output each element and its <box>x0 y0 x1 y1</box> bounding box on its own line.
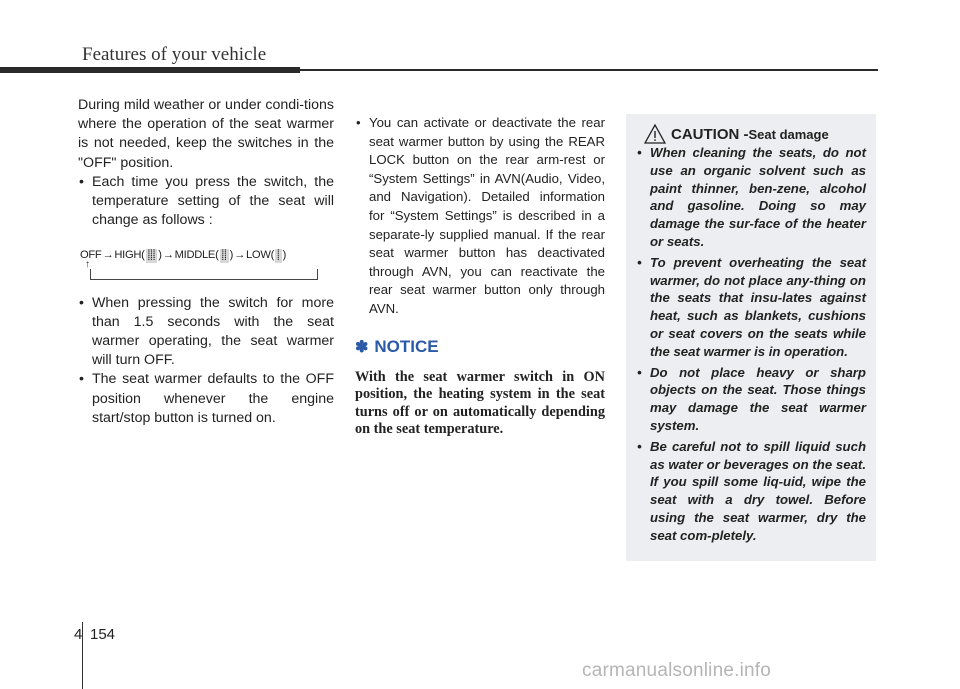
bullet-list-middle <box>355 114 605 319</box>
watermark-text: carmanualsonline.info <box>582 660 772 681</box>
paren-close: ) <box>158 249 162 262</box>
caution-item: • When cleaning the seats, do not use an organic solvent such as paint thinner, ben-zene, alcohol and gasoline. Doing so may damage the sur-face of the heater or seats. <box>636 144 866 251</box>
heat-level-sequence <box>80 246 334 265</box>
caution-box <box>626 114 876 561</box>
warning-triangle-icon <box>644 124 666 144</box>
paren-close: ) <box>282 249 287 262</box>
arrow-right-icon: → <box>102 249 114 262</box>
bullet-default-off: • The seat warmer defaults to the OFF position whenever the engine start/stop button is turned on. <box>78 370 334 428</box>
arrow-up-icon: ↑ <box>85 258 90 270</box>
heat-1-bar-icon: ⸽ <box>277 250 280 262</box>
page-header-title: Features of your vehicle <box>82 44 267 65</box>
heat-3-bars-icon: ⸽⸽⸽ <box>147 250 156 262</box>
paren-close: ) <box>229 249 234 262</box>
bullet-list-left-2 <box>78 294 334 428</box>
header-rule-thin <box>300 69 878 71</box>
level-high-label: HIGH( <box>114 249 145 262</box>
intro-paragraph: During mild weather or under condi-tions where the operation of the seat warmer is not needed, keep the switches in the "OFF" position. <box>78 97 334 171</box>
caution-subject: Seat damage <box>748 126 829 142</box>
arrow-right-icon: → <box>162 249 174 262</box>
bullet-press-switch: • Each time you press the switch, the temperature setting of the seat will change as follows : <box>78 173 334 231</box>
caution-label: CAUTION - <box>671 125 749 143</box>
bullet-rear-warmer: • You can activate or deactivate the rear seat warmer button by using the REAR LOCK button on the rear arm-rest or “System Settings” in AVN(Audio, Video, and Navigation). Detailed information for “System Settings” is described in a separate-ly supplied manual. If the rear seat warmer button has deactivated through AVN, you can reactivate the rear seat warmer button only through AVN. <box>355 114 605 319</box>
notice-heading <box>355 337 605 357</box>
notice-text: With the seat warmer switch in ON position, the heating system in the seat turns off or on automatically depending on the seat temperature. <box>355 368 605 438</box>
bullet-long-press: • When pressing the switch for more than 1.5 seconds with the seat warmer operating, the seat warmer will turn OFF. <box>78 294 334 371</box>
column-middle <box>355 114 605 439</box>
notice-icon: ✽ <box>355 338 369 356</box>
caution-list <box>636 144 866 545</box>
column-left <box>78 96 334 428</box>
cycle-return-line <box>85 258 318 280</box>
caution-item: • Do not place heavy or sharp objects on the seat. Those things may damage the seat warmer system. <box>636 364 866 435</box>
page-number: 154 <box>90 626 116 643</box>
caution-item: • To prevent overheating the seat warmer, do not place any-thing on the seats that insu-lates against heat, such as blankets, cushions or seat covers on the seats while the seat warmer is in operation. <box>636 254 866 361</box>
level-off-label: OFF <box>80 249 102 262</box>
heat-2-bars-icon: ⸽⸽ <box>221 250 227 262</box>
page-number-divider <box>82 622 83 689</box>
bullet-list-left-1 <box>78 173 334 231</box>
notice-label: NOTICE <box>374 336 439 356</box>
arrow-right-icon: → <box>234 249 245 262</box>
caution-heading <box>644 124 866 144</box>
section-number: 4 <box>74 626 83 643</box>
caution-item: • Be careful not to spill liquid such as water or beverages on the seat. If you spill some liq-uid, wipe the seat with a dry towel. Before using the seat warmer, dry the seat com-pletely. <box>636 438 866 545</box>
level-middle-label: MIDDLE( <box>174 249 219 262</box>
level-low-label: LOW( <box>246 249 275 262</box>
header-rule-thick <box>0 67 300 73</box>
